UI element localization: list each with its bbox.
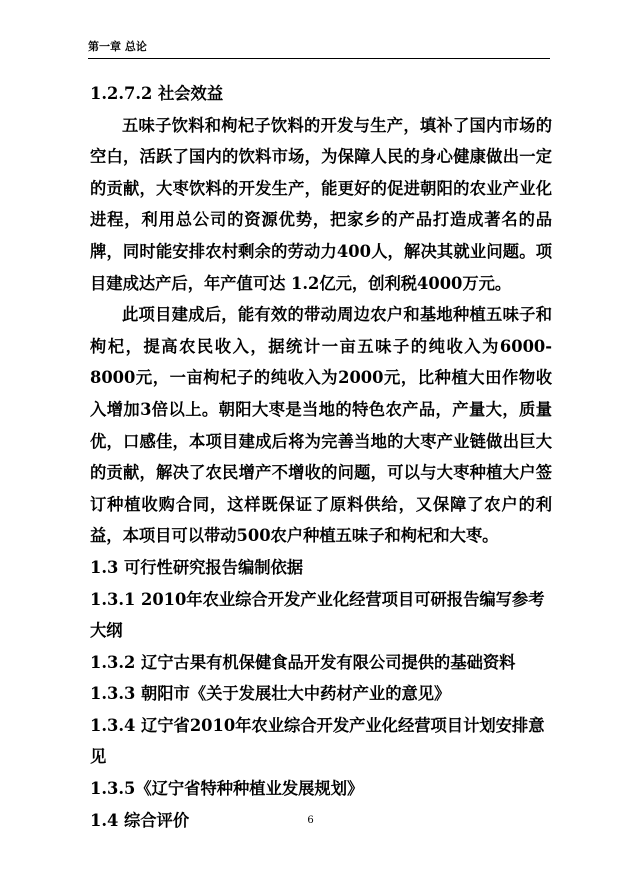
list-item-1-3-2: 1.3.2 辽宁古果有机保健食品开发有限公司提供的基础资料 [90, 652, 516, 672]
section-heading-1-2-7-2: 1.2.7.2 社会效益 [90, 84, 224, 103]
list-item-1-3-3: 1.3.3 朝阳市《关于发展壮大中药材产业的意见》 [90, 684, 451, 704]
section-heading-1-4: 1.4 综合评价 [90, 810, 190, 830]
running-header: 第一章 总论 [88, 40, 147, 53]
document-body [90, 78, 552, 836]
header-rule [88, 58, 550, 59]
section-heading-1-3: 1.3 可行性研究报告编制依据 [90, 557, 304, 577]
list-item-1-3-5: 1.3.5《辽宁省特种种植业发展规划》 [90, 779, 364, 799]
list-item-1-3-4: 1.3.4 辽宁省2010年农业综合开发产业化经营项目计划安排意见 [90, 715, 545, 767]
paragraph-farmer-income: 此项目建成后，能有效的带动周边农户和基地种植五味子和枸杞，提高农民收入，据统计一亩五味子的纯收入为6000-8000元，一亩枸杞子的纯收入为2000元，比种植大田作物收入增加3倍以上。朝阳大枣是当地的特色农产品，产量大，质量优，口感佳，本项目建成后将为完善当地的大枣产业链做出巨大的贡献，解决了农民增产不增收的问题，可以与大枣种植大户签订种植收购合同，这样既保证了原料供给，又保障了农户的利益，本项目可以带动500农户种植五味子和枸杞和大枣。 [90, 305, 552, 546]
paragraph-social-benefit: 五味子饮料和枸杞子饮料的开发与生产，填补了国内市场的空白，活跃了国内的饮料市场，为保障人民的身心健康做出一定的贡献，大枣饮料的开发生产，能更好的促进朝阳的农业产业化进程，利用总公司的资源优势，把家乡的产品打造成著名的品牌，同时能安排农村剩余的劳动力400人，解决其就业问题。项目建成达产后，年产值可达 1.2亿元，创利税4000万元。 [90, 115, 552, 293]
list-item-1-3-1: 1.3.1 2010年农业综合开发产业化经营项目可研报告编写参考大纲 [90, 589, 545, 641]
page-number: 6 [307, 815, 314, 826]
